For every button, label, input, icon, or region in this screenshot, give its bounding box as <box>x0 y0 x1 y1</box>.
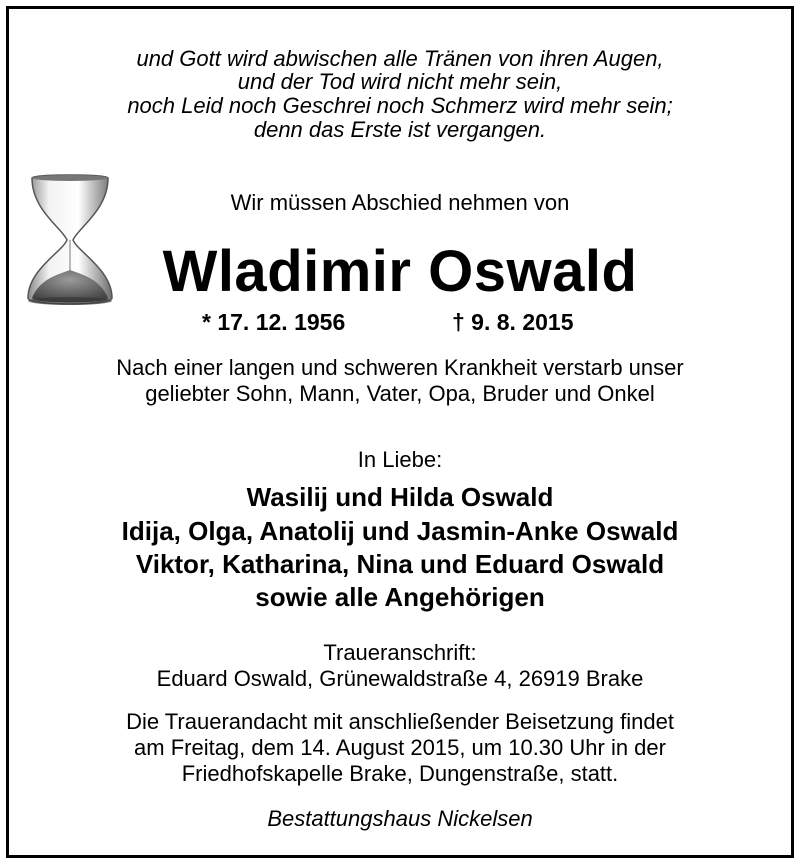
verse-line-3: noch Leid noch Geschrei noch Schmerz wird mehr sein; <box>127 93 673 118</box>
message-line-2: geliebter Sohn, Mann, Vater, Opa, Bruder und Onkel <box>145 381 655 406</box>
verse-line-2: und der Tod wird nicht mehr sein, <box>237 69 563 94</box>
message-line-1: Nach einer langen und schweren Krankheit verstarb unser <box>116 355 684 380</box>
birth-date: * 17. 12. 1956 <box>202 309 346 335</box>
address-label: Traueranschrift: <box>323 640 477 665</box>
service-line-2: am Freitag, dem 14. August 2015, um 10.30 Uhr in der <box>134 735 666 760</box>
death-date: † 9. 8. 2015 <box>452 309 574 335</box>
verse-line-1: und Gott wird abwischen alle Tränen von ihren Augen, <box>136 46 664 71</box>
service-line-1: Die Trauerandacht mit anschließender Beisetzung findet <box>126 709 674 734</box>
deceased-name: Wladimir Oswald <box>162 239 638 304</box>
verse-line-4: denn das Erste ist vergangen. <box>253 117 547 142</box>
family-line-2: Idija, Olga, Anatolij und Jasmin-Anke Oswald <box>121 516 679 546</box>
service-line-3: Friedhofskapelle Brake, Dungenstraße, statt. <box>181 761 619 786</box>
intro-text: Wir müssen Abschied nehmen von <box>230 190 570 215</box>
family-line-1: Wasilij und Hilda Oswald <box>246 482 554 512</box>
address-text: Eduard Oswald, Grünewaldstraße 4, 26919 Brake <box>156 666 644 691</box>
family-line-3: Viktor, Katharina, Nina und Eduard Oswald <box>135 549 665 579</box>
undertaker-name: Bestattungshaus Nickelsen <box>267 806 533 831</box>
family-line-4: sowie alle Angehörigen <box>255 582 545 612</box>
in-love-label: In Liebe: <box>357 447 443 472</box>
